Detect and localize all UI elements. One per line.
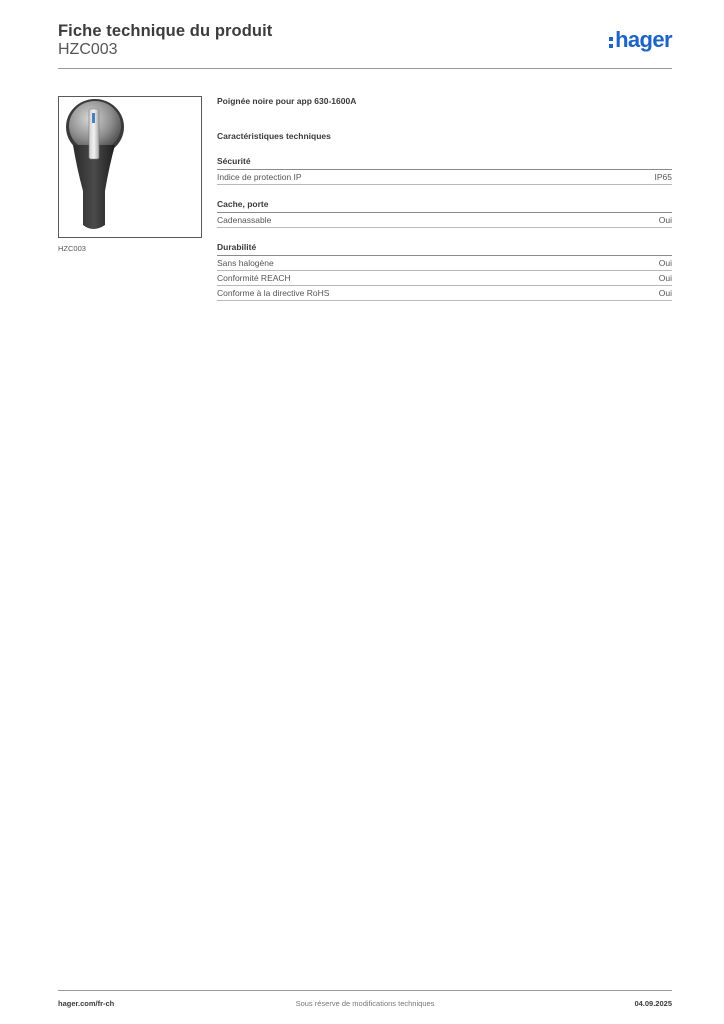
- section-durabilite: [217, 242, 672, 301]
- logo-dots-icon: [609, 37, 613, 48]
- row-value: Oui: [658, 258, 672, 268]
- table-row: [217, 213, 672, 228]
- hager-logo: [609, 28, 672, 52]
- document-title: Fiche technique du produit: [58, 22, 273, 40]
- row-value: IP65: [654, 172, 672, 182]
- footer-notice: Sous réserve de modifications techniques: [295, 999, 435, 1008]
- footer-divider: [58, 990, 672, 991]
- table-row: [217, 286, 672, 301]
- black-handle-image: [59, 97, 201, 237]
- section-title: Durabilité: [217, 242, 672, 256]
- product-details: [217, 96, 672, 301]
- header-divider: [58, 68, 672, 69]
- table-row: [217, 271, 672, 286]
- section-securite: [217, 156, 672, 185]
- table-row: [217, 170, 672, 185]
- product-description: Poignée noire pour app 630-1600A: [217, 96, 357, 106]
- row-value: Oui: [658, 215, 672, 225]
- row-value: Oui: [658, 288, 672, 298]
- footer-date: 04.09.2025: [634, 999, 672, 1008]
- row-label: Cadenassable: [217, 215, 272, 225]
- page-header: [58, 22, 672, 70]
- logo-text: hager: [615, 27, 672, 52]
- section-cache-porte: [217, 199, 672, 228]
- image-caption: HZC003: [58, 244, 86, 253]
- row-label: Indice de protection IP: [217, 172, 302, 182]
- row-label: Conforme à la directive RoHS: [217, 288, 330, 298]
- website-link[interactable]: hager.com/fr-ch: [58, 999, 115, 1008]
- product-image: [58, 96, 202, 238]
- product-reference: HZC003: [58, 41, 118, 58]
- section-title: Cache, porte: [217, 199, 672, 213]
- row-label: Sans halogène: [217, 258, 274, 268]
- row-label: Conformité REACH: [217, 273, 291, 283]
- row-value: Oui: [658, 273, 672, 283]
- table-row: [217, 256, 672, 271]
- characteristics-title: Caractéristiques techniques: [217, 131, 331, 141]
- section-title: Sécurité: [217, 156, 672, 170]
- page-footer: [58, 999, 672, 1011]
